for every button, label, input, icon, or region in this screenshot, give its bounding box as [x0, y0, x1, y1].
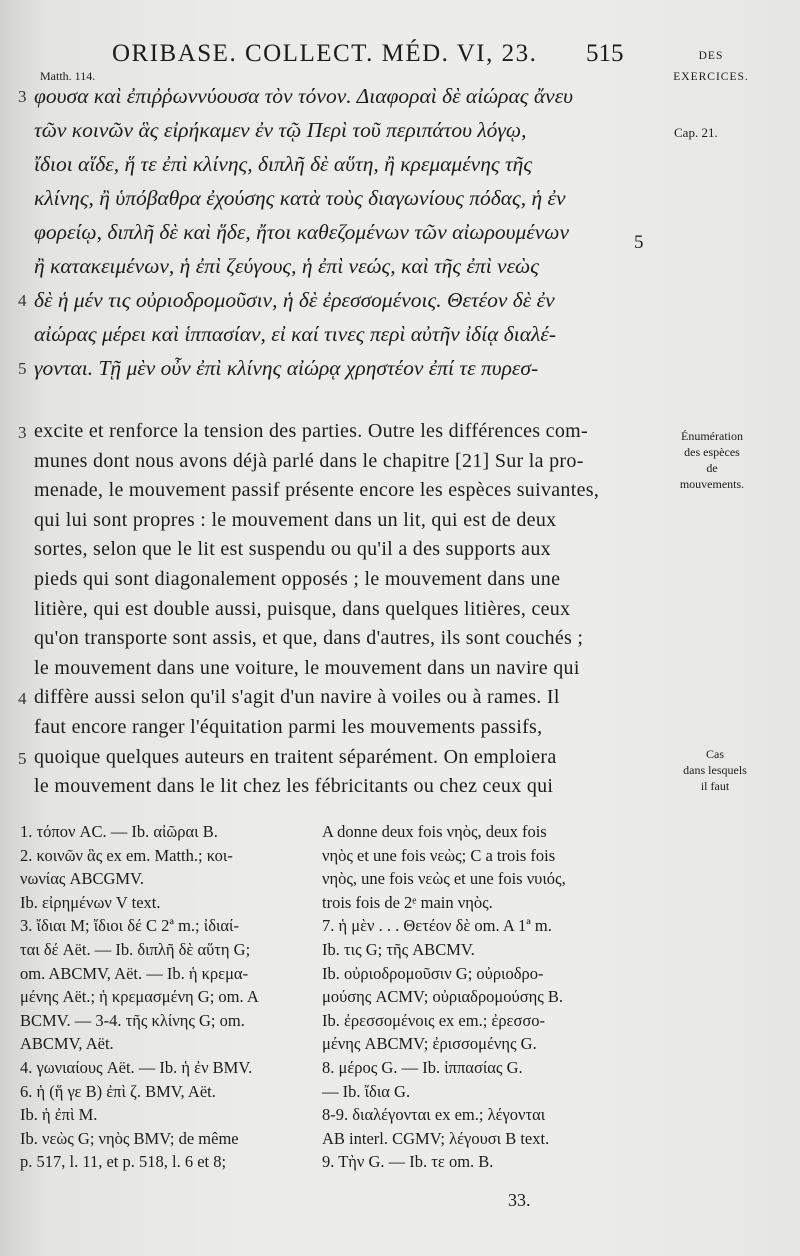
apparatus-note-line: BCMV. — 3-4. τῆς κλίνης G; om. [20, 1010, 245, 1030]
side-note-cases [670, 746, 760, 794]
apparatus-note-line: Ib. νεὼς G; νηὸς BMV; de même [20, 1128, 239, 1148]
french-line: litière, qui est double aussi, puisque, dans quelques litières, ceux [34, 597, 571, 620]
apparatus-note-line: p. 517, l. 11, et p. 518, l. 6 et 8; [20, 1152, 227, 1172]
apparatus-note-line: 7. ἡ μὲν . . . Θετέον δὲ om. A 1ª m. [322, 916, 552, 936]
greek-line-number: 3 [18, 87, 27, 106]
french-line: menade, le mouvement passif présente encore les espèces suivantes, [34, 479, 600, 502]
side-heading-line: EXERCICES. [673, 71, 749, 83]
french-line-number: 5 [18, 748, 27, 768]
running-title: ORIBASE. COLLECT. MÉD. VI, 23. [112, 40, 538, 67]
french-line: quoique quelques auteurs en traitent séparément. On emploiera [34, 745, 557, 768]
apparatus-note-line: AB interl. CGMV; λέγουσι B text. [322, 1128, 550, 1148]
french-line: excite et renforce la tension des parties. Outre les différences com- [34, 420, 588, 442]
apparatus-note-line: νωνίας ABCGMV. [20, 869, 144, 889]
french-line: le mouvement dans le lit chez les fébricitants ou chez ceux qui [34, 775, 554, 798]
greek-line: φουσα καὶ ἐπιῤῥωννύουσα τὸν τόνον. Διαφοραὶ δὲ αἰώρας ἄνευ [34, 84, 574, 108]
french-line-number: 4 [18, 689, 27, 709]
apparatus-note-line: 4. γωνιαίους Aët. — Ib. ἡ ἐν BMV. [20, 1058, 253, 1077]
side-note-enumeration [664, 428, 760, 492]
greek-line: γονται. Τῇ μὲν οὖν ἐπὶ κλίνης αἰώρᾳ χρηστέον ἐπί τε πυρεσ- [34, 356, 539, 380]
french-line: le mouvement dans une voiture, le mouvement dans un navire qui [34, 656, 580, 679]
side-note-line: Cas [706, 747, 724, 761]
apparatus-note-line: μούσης ACMV; οὐριαδρομούσης B. [322, 987, 564, 1007]
apparatus-note-line: Ib. ἡ ἐπὶ M. [20, 1105, 98, 1125]
apparatus-note-line: A donne deux fois νηὸς, deux fois [322, 822, 547, 841]
side-note-line: dans lesquels [683, 763, 747, 777]
greek-line-number: 5 [18, 359, 27, 378]
apparatus-note-line: 8. μέρος G. — Ib. ἱππασίας G. [322, 1058, 523, 1077]
greek-line: τῶν κοινῶν ἃς εἰρήκαμεν ἐν τῷ Περὶ τοῦ περιπάτου λόγῳ, [34, 118, 527, 142]
side-heading-line: DES [698, 50, 724, 62]
apparatus-note-line: Ib. οὐριοδρομοῦσιν G; οὐριοδρο- [322, 963, 544, 983]
french-line: munes dont nous avons déjà parlé dans le chapitre [21] Sur la pro- [34, 449, 584, 472]
apparatus-note-line: μένης Aët.; ἡ κρεμασμένη G; om. A [20, 987, 259, 1007]
apparatus-note-line: Ib. ἐρεσσομένοις ex em.; ἐρεσσο- [322, 1010, 546, 1030]
french-line: faut encore ranger l'équitation parmi les mouvements passifs, [34, 716, 543, 738]
page-number: 515 [586, 40, 624, 67]
apparatus-note-line: 8-9. διαλέγονται ex em.; λέγονται [322, 1105, 546, 1125]
greek-line: αἰώρας μέρει καὶ ἱππασίαν, εἰ καί τινες περὶ αὐτῆν ἰδίᾳ διαλέ- [34, 322, 556, 346]
apparatus-note-line: 3. ἴδιαι M; ἴδιοι δέ C 2ª m.; ἰδιαί- [20, 916, 239, 936]
apparatus-note-line: 9. Τὴν G. — Ib. τε om. B. [322, 1152, 494, 1172]
side-note-line: mouvements. [679, 477, 745, 491]
apparatus-note-line: — Ib. ἴδια G. [322, 1081, 411, 1101]
greek-margin-line-number: 5 [634, 232, 644, 253]
apparatus-note-line: μένης ABCMV; ἐρισσομένης G. [322, 1034, 537, 1054]
french-line: qu'on transporte sont assis, et que, dans d'autres, ils sont couchés ; [34, 627, 584, 650]
greek-line: δὲ ἡ μέν τις οὐριοδρομοῦσιν, ἡ δὲ ἐρεσσομένοις. Θετέον δὲ ἐν [34, 288, 555, 312]
side-note-line: des espèces [684, 445, 740, 459]
french-line: diffère aussi selon qu'il s'agit d'un navire à voiles ou à rames. Il [34, 686, 560, 709]
apparatus-note-line: ται δέ Aët. — Ib. διπλῆ δὲ αὕτη G; [20, 940, 251, 959]
french-line: qui lui sont propres : le mouvement dans un lit, qui est de deux [34, 508, 557, 531]
apparatus-note-line: 1. τόπον AC. — Ib. αἰῶραι B. [20, 822, 218, 841]
apparatus-note-line: 2. κοινῶν ἃς ex em. Matth.; κοι- [20, 845, 233, 865]
side-note-line: il faut [700, 779, 730, 793]
french-line: sortes, selon que le lit est suspendu ou qu'il a des supports aux [34, 538, 551, 561]
apparatus-note-line: 6. ἡ (ἥ γε B) ἐπὶ ζ. BMV, Aët. [20, 1081, 216, 1101]
signature-mark: 33. [508, 1190, 531, 1210]
side-note-line: Énumération [681, 429, 743, 443]
french-line: pieds qui sont diagonalement opposés ; le mouvement dans une [34, 568, 561, 590]
french-line-number: 3 [18, 423, 27, 442]
apparatus-note-line: Ib. εἰρημένων V text. [20, 892, 161, 912]
apparatus-note-line: om. ABCMV, Aët. — Ib. ἡ κρεμα- [20, 963, 249, 983]
apparatus-note-line: νηὸς et une fois νεὼς; C a trois fois [322, 845, 556, 865]
chapter-label: Cap. 21. [674, 125, 718, 140]
greek-line: φορείῳ, διπλῆ δὲ καὶ ἥδε, ἤτοι καθεζομένων τῶν αἰωρουμένων [34, 220, 570, 244]
greek-line: ἢ κατακειμένων, ἡ ἐπὶ ζεύγους, ἡ ἐπὶ νεώς, καὶ τῆς ἐπὶ νεὼς [34, 254, 539, 278]
side-note-line: de [706, 461, 718, 475]
apparatus-note-line: Ib. τις G; τῆς ABCMV. [322, 940, 475, 959]
greek-line-number: 4 [18, 291, 27, 310]
side-heading [670, 46, 752, 88]
apparatus-note-line: νηὸς, une fois νεὼς et une fois νυιός, [322, 869, 566, 889]
greek-line: ἴδιοι αἵδε, ἥ τε ἐπὶ κλίνης, διπλῆ δὲ αὕτη, ἢ κρεμαμένης τῆς [34, 152, 533, 176]
greek-line: κλίνης, ἢ ὑπόβαθρα ἐχούσης κατὰ τοὺς διαγωνίους πόδας, ἡ ἐν [34, 186, 566, 210]
source-reference: Matth. 114. [40, 69, 96, 83]
apparatus-note-line: trois fois de 2ᵉ main νηὸς. [322, 892, 493, 912]
apparatus-note-line: ABCMV, Aët. [20, 1034, 114, 1054]
